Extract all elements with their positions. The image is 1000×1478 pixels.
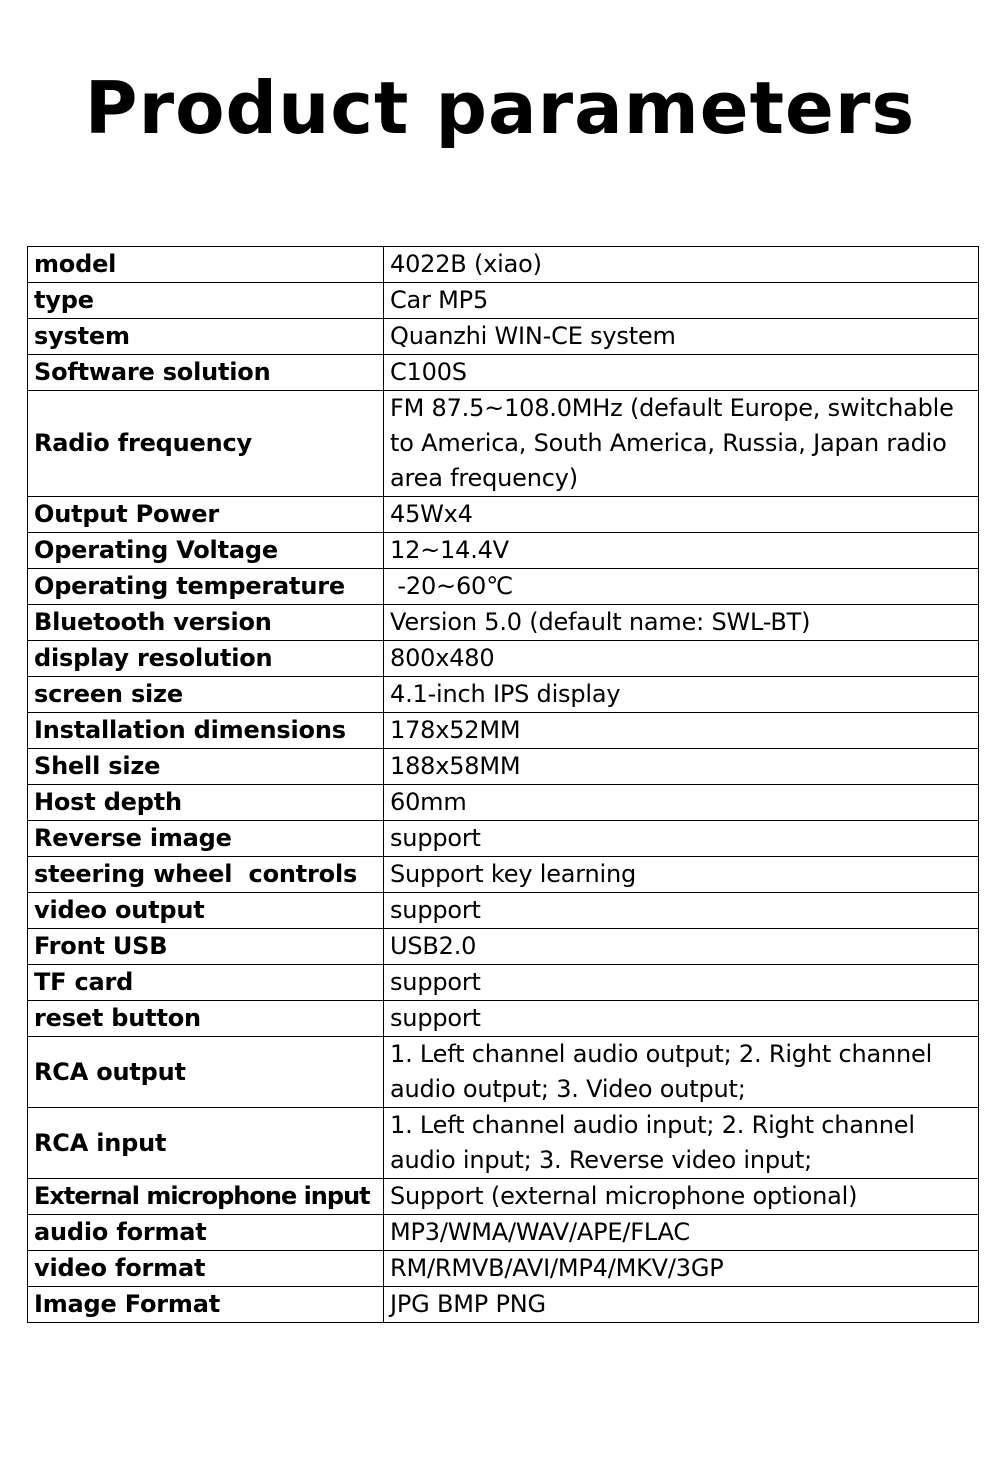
table-row bbox=[28, 319, 979, 355]
spec-value: Car MP5 bbox=[384, 283, 979, 319]
spec-label: steering wheel controls bbox=[28, 857, 384, 893]
spec-value: 188x58MM bbox=[384, 749, 979, 785]
spec-value: support bbox=[384, 821, 979, 857]
spec-value: Quanzhi WIN-CE system bbox=[384, 319, 979, 355]
spec-label: Installation dimensions bbox=[28, 713, 384, 749]
spec-label: type bbox=[28, 283, 384, 319]
spec-value: 4.1-inch IPS display bbox=[384, 677, 979, 713]
table-row bbox=[28, 605, 979, 641]
spec-label: audio format bbox=[28, 1215, 384, 1251]
spec-value: MP3/WMA/WAV/APE/FLAC bbox=[384, 1215, 979, 1251]
spec-label: Output Power bbox=[28, 497, 384, 533]
spec-label: Shell size bbox=[28, 749, 384, 785]
spec-table bbox=[27, 246, 979, 1323]
table-row bbox=[28, 641, 979, 677]
table-row bbox=[28, 1215, 979, 1251]
table-row bbox=[28, 965, 979, 1001]
spec-value: support bbox=[384, 1001, 979, 1037]
spec-value: support bbox=[384, 893, 979, 929]
table-row bbox=[28, 1108, 979, 1179]
table-row bbox=[28, 857, 979, 893]
table-row bbox=[28, 533, 979, 569]
spec-label: Radio frequency bbox=[28, 391, 384, 497]
spec-value: 60mm bbox=[384, 785, 979, 821]
spec-label: model bbox=[28, 247, 384, 283]
table-row bbox=[28, 1251, 979, 1287]
table-row bbox=[28, 929, 979, 965]
spec-label: Front USB bbox=[28, 929, 384, 965]
spec-value: C100S bbox=[384, 355, 979, 391]
spec-label: Operating temperature bbox=[28, 569, 384, 605]
spec-value: 1. Left channel audio input; 2. Right channel audio input; 3. Reverse video input; bbox=[384, 1108, 979, 1179]
spec-label: Reverse image bbox=[28, 821, 384, 857]
spec-label: display resolution bbox=[28, 641, 384, 677]
spec-value: 12~14.4V bbox=[384, 533, 979, 569]
table-row bbox=[28, 677, 979, 713]
spec-value: Support (external microphone optional) bbox=[384, 1179, 979, 1215]
spec-value: -20~60℃ bbox=[384, 569, 979, 605]
table-row bbox=[28, 247, 979, 283]
table-row bbox=[28, 1179, 979, 1215]
spec-label: RCA output bbox=[28, 1037, 384, 1108]
spec-label: RCA input bbox=[28, 1108, 384, 1179]
table-row bbox=[28, 1001, 979, 1037]
spec-label: video output bbox=[28, 893, 384, 929]
spec-label: Host depth bbox=[28, 785, 384, 821]
spec-value: 178x52MM bbox=[384, 713, 979, 749]
table-row bbox=[28, 749, 979, 785]
spec-label: reset button bbox=[28, 1001, 384, 1037]
page-title: Product parameters bbox=[84, 66, 916, 150]
table-row bbox=[28, 713, 979, 749]
spec-label: screen size bbox=[28, 677, 384, 713]
spec-label: External microphone input bbox=[28, 1179, 384, 1215]
spec-value: 45Wx4 bbox=[384, 497, 979, 533]
spec-value: 1. Left channel audio output; 2. Right channel audio output; 3. Video output; bbox=[384, 1037, 979, 1108]
spec-value: USB2.0 bbox=[384, 929, 979, 965]
spec-label: Software solution bbox=[28, 355, 384, 391]
spec-value: 800x480 bbox=[384, 641, 979, 677]
spec-value: JPG BMP PNG bbox=[384, 1287, 979, 1323]
table-row bbox=[28, 391, 979, 497]
table-row bbox=[28, 497, 979, 533]
table-row bbox=[28, 569, 979, 605]
spec-value: Support key learning bbox=[384, 857, 979, 893]
spec-value: FM 87.5~108.0MHz (default Europe, switchable to America, South America, Russia, Japan radio area frequency) bbox=[384, 391, 979, 497]
table-row bbox=[28, 785, 979, 821]
table-row bbox=[28, 821, 979, 857]
spec-label: Bluetooth version bbox=[28, 605, 384, 641]
spec-value: support bbox=[384, 965, 979, 1001]
spec-value: Version 5.0 (default name: SWL-BT) bbox=[384, 605, 979, 641]
spec-label: video format bbox=[28, 1251, 384, 1287]
table-row bbox=[28, 1287, 979, 1323]
spec-value: RM/RMVB/AVI/MP4/MKV/3GP bbox=[384, 1251, 979, 1287]
spec-label: Image Format bbox=[28, 1287, 384, 1323]
table-row bbox=[28, 355, 979, 391]
spec-value: 4022B (xiao) bbox=[384, 247, 979, 283]
spec-label: TF card bbox=[28, 965, 384, 1001]
table-row bbox=[28, 283, 979, 319]
table-row bbox=[28, 893, 979, 929]
spec-label: system bbox=[28, 319, 384, 355]
table-row bbox=[28, 1037, 979, 1108]
spec-label: Operating Voltage bbox=[28, 533, 384, 569]
